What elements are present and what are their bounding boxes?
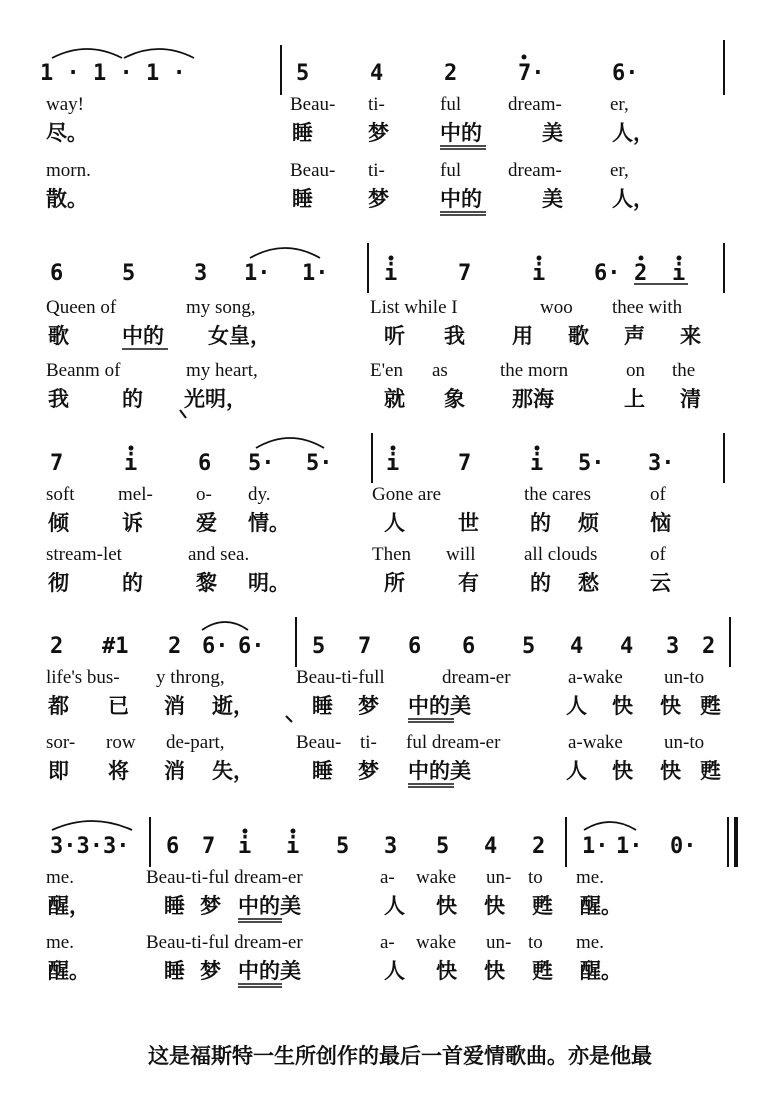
- tick-mark: [286, 716, 292, 722]
- tie-arc: [256, 438, 324, 448]
- note: 6·: [612, 61, 639, 86]
- tie-arc: [52, 49, 122, 58]
- note: 3·3·3·: [50, 834, 130, 859]
- tie-arc: [124, 49, 194, 58]
- note: 2: [50, 634, 64, 659]
- note: i: [386, 451, 400, 476]
- notes-row: [50, 433, 724, 483]
- high-dot: [129, 446, 134, 451]
- system-3: [46, 433, 724, 595]
- note: 6: [166, 834, 180, 859]
- high-dot: [291, 829, 296, 834]
- note: 6: [198, 451, 212, 476]
- note: 4: [370, 61, 384, 86]
- lyric-en: sor- row de-part, Beau- ti- ful dream-er a-wake un-to: [46, 732, 705, 753]
- high-dot: [677, 256, 682, 261]
- lyric-zh: 醒。 睡 梦 中的美 人 快 快 甦 醒。: [48, 959, 622, 983]
- lyric-en: Beanm of my heart, E'en as the morn on the: [46, 360, 696, 381]
- note: 5: [312, 634, 326, 659]
- note: 4: [620, 634, 634, 659]
- note: 2: [168, 634, 182, 659]
- note: 2: [634, 261, 648, 286]
- note: #1: [102, 634, 129, 659]
- note: 7: [458, 451, 472, 476]
- tie-arc: [584, 822, 636, 830]
- high-dot: [391, 446, 396, 451]
- high-dot: [535, 446, 540, 451]
- note: 3: [194, 261, 208, 286]
- system-2: [46, 243, 724, 418]
- system-1: [40, 40, 724, 215]
- note: i: [124, 451, 138, 476]
- note: i: [286, 834, 300, 859]
- lyric-zh: 都 已 消 逝， 睡 梦 中的美 人 快 快 甦: [48, 694, 721, 718]
- note: 3: [384, 834, 398, 859]
- notes-row: [50, 243, 724, 293]
- note: i: [238, 834, 252, 859]
- notes-row: [50, 817, 736, 867]
- note: i: [532, 261, 546, 286]
- lyric-zh: 尽。 睡 梦 中的 美 人，: [46, 121, 654, 145]
- note: 7·: [518, 61, 545, 86]
- lyric-en: me. Beau-ti-ful dream-er a- wake un- to me.: [46, 867, 604, 888]
- note: 5: [122, 261, 136, 286]
- lyric-en: stream-let and sea. Then will all clouds of: [46, 544, 666, 565]
- note: 6·: [594, 261, 621, 286]
- footnote-text: 这是福斯特一生所创作的最后一首爱情歌曲。亦是他最: [148, 1044, 652, 1068]
- note: 7: [358, 634, 372, 659]
- note: 1·: [582, 834, 609, 859]
- tie-arc: [202, 622, 248, 630]
- tick-mark: [180, 410, 186, 418]
- note: 5·: [306, 451, 333, 476]
- note: i: [672, 261, 686, 286]
- lyric-en: Queen of my song, List while I woo thee with: [46, 297, 683, 318]
- lyric-en: me. Beau-ti-ful dream-er a- wake un- to me.: [46, 932, 604, 953]
- note: 5·: [578, 451, 605, 476]
- note: 7: [202, 834, 216, 859]
- note: 7: [50, 451, 64, 476]
- note: 5: [522, 634, 536, 659]
- note: 4: [570, 634, 584, 659]
- note: 2: [702, 634, 716, 659]
- note: 7: [458, 261, 472, 286]
- note: 2: [444, 61, 458, 86]
- lyric-zh: 醒， 睡 梦 中的美 人 快 快 甦 醒。: [48, 894, 622, 918]
- high-dot: [243, 829, 248, 834]
- lyric-en: morn. Beau- ti- ful dream- er,: [46, 160, 629, 181]
- note: 3·: [648, 451, 675, 476]
- system-4: [46, 617, 730, 787]
- lyric-zh: 我 的 光明， 就 象 那海 上 清: [48, 387, 701, 411]
- note: 6: [408, 634, 422, 659]
- lyric-zh: 即 将 消 失， 睡 梦 中的美 人 快 快 甦: [48, 759, 721, 783]
- note: 1 · 1 · 1 ·: [40, 61, 186, 86]
- note: 5: [336, 834, 350, 859]
- note: i: [530, 451, 544, 476]
- note: 1·: [616, 834, 643, 859]
- high-dot: [389, 256, 394, 261]
- lyric-en: way! Beau- ti- ful dream- er,: [46, 94, 629, 115]
- lyric-en: soft mel- o- dy. Gone are the cares of: [46, 484, 666, 505]
- note: 6: [462, 634, 476, 659]
- tie-arc: [52, 821, 132, 830]
- note: 1·: [244, 261, 271, 286]
- lyric-zh: 彻 的 黎 明。 所 有 的 愁 云: [48, 571, 671, 595]
- note: 5: [296, 61, 310, 86]
- note: 6·: [238, 634, 265, 659]
- note: 3: [666, 634, 680, 659]
- note: i: [384, 261, 398, 286]
- tie-arc: [250, 248, 320, 258]
- lyric-zh: 倾 诉 爱 情。 人 世 的 烦 恼: [48, 511, 671, 535]
- high-dot: [537, 256, 542, 261]
- high-dot: [639, 256, 644, 261]
- note: 5·: [248, 451, 275, 476]
- notes-row: [50, 617, 730, 667]
- lyric-en: life's bus- y throng, Beau-ti-full dream-er a-wake un-to: [46, 667, 705, 688]
- note: 6: [50, 261, 64, 286]
- note: 6·: [202, 634, 229, 659]
- system-5: [46, 817, 736, 987]
- high-dot: [522, 55, 527, 60]
- lyric-zh: 散。 睡 梦 中的 美 人，: [46, 187, 654, 211]
- notes-row: [40, 40, 724, 95]
- note: 4: [484, 834, 498, 859]
- lyric-zh: 歌 中的 女皇， 听 我 用 歌 声 来: [48, 324, 701, 348]
- note: 0·: [670, 834, 697, 859]
- note: 2: [532, 834, 546, 859]
- note: 5: [436, 834, 450, 859]
- note: 1·: [302, 261, 329, 286]
